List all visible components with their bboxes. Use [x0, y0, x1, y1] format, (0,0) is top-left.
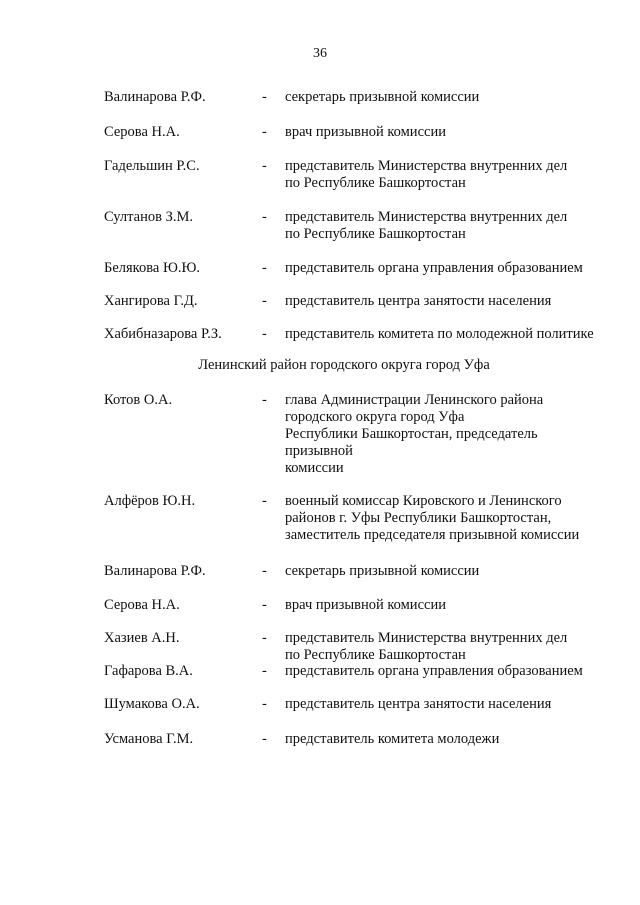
dash-separator: - — [262, 563, 267, 579]
member-name: Султанов З.М. — [104, 209, 193, 225]
member-role — [285, 597, 635, 614]
role-line: представитель органа управления образованием — [285, 260, 583, 276]
dash-separator: - — [262, 597, 267, 613]
member-role — [285, 293, 635, 310]
member-role — [285, 630, 635, 664]
member-name: Валинарова Р.Ф. — [104, 563, 206, 579]
dash-separator: - — [262, 209, 267, 225]
page-number: 36 — [313, 46, 327, 61]
member-role — [285, 209, 635, 243]
role-line: врач призывной комиссии — [285, 597, 446, 613]
member-name: Серова Н.А. — [104, 597, 180, 613]
member-role — [285, 326, 635, 343]
dash-separator: - — [262, 89, 267, 105]
member-role — [285, 493, 635, 544]
member-role — [285, 158, 635, 192]
role-line: представитель Министерства внутренних дел — [285, 209, 568, 225]
dash-separator: - — [262, 696, 267, 712]
member-name: Валинарова Р.Ф. — [104, 89, 206, 105]
member-name: Хабибназарова Р.З. — [104, 326, 222, 342]
dash-separator: - — [262, 731, 267, 747]
role-line: представитель комитета молодежи — [285, 731, 500, 747]
role-line: представитель Министерства внутренних дел — [285, 158, 568, 174]
role-line: представитель комитета по молодежной политике — [285, 326, 594, 342]
member-name: Белякова Ю.Ю. — [104, 260, 200, 276]
dash-separator: - — [262, 630, 267, 646]
member-role — [285, 663, 635, 680]
dash-separator: - — [262, 326, 267, 342]
role-line: городского округа город Уфа — [285, 409, 465, 425]
role-line: по Республике Башкортостан — [285, 226, 466, 242]
member-name: Гадельшин Р.С. — [104, 158, 200, 174]
role-line: секретарь призывной комиссии — [285, 89, 480, 105]
role-line: представитель центра занятости населения — [285, 293, 552, 309]
role-line: военный комиссар Кировского и Ленинского — [285, 493, 562, 509]
dash-separator: - — [262, 260, 267, 276]
dash-separator: - — [262, 392, 267, 408]
role-line: по Республике Башкортостан — [285, 175, 466, 191]
member-name: Серова Н.А. — [104, 124, 180, 140]
role-line: врач призывной комиссии — [285, 124, 446, 140]
section-heading: Ленинский район городского округа город Уфа — [198, 357, 490, 373]
member-role — [285, 124, 635, 141]
member-name: Алфёров Ю.Н. — [104, 493, 196, 509]
member-role — [285, 260, 635, 277]
dash-separator: - — [262, 158, 267, 174]
member-name: Шумакова О.А. — [104, 696, 200, 712]
dash-separator: - — [262, 663, 267, 679]
role-line: призывной — [285, 443, 353, 459]
dash-separator: - — [262, 493, 267, 509]
role-line: заместитель председателя призывной комиссии — [285, 527, 580, 543]
role-line: по Республике Башкортостан — [285, 647, 466, 663]
dash-separator: - — [262, 124, 267, 140]
member-name: Хангирова Г.Д. — [104, 293, 198, 309]
member-name: Хазиев А.Н. — [104, 630, 180, 646]
role-line: представитель центра занятости населения — [285, 696, 552, 712]
role-line: Республики Башкортостан, председатель — [285, 426, 538, 442]
member-role — [285, 89, 635, 106]
role-line: районов г. Уфы Республики Башкортостан, — [285, 510, 552, 526]
member-role — [285, 563, 635, 580]
role-line: комиссии — [285, 460, 344, 476]
member-name: Гафарова В.А. — [104, 663, 193, 679]
role-line: представитель органа управления образованием — [285, 663, 583, 679]
member-role — [285, 731, 635, 748]
role-line: глава Администрации Ленинского района — [285, 392, 544, 408]
role-line: представитель Министерства внутренних дел — [285, 630, 568, 646]
member-role — [285, 392, 635, 477]
role-line: секретарь призывной комиссии — [285, 563, 480, 579]
member-name: Котов О.А. — [104, 392, 173, 408]
member-role — [285, 696, 635, 713]
dash-separator: - — [262, 293, 267, 309]
member-name: Усманова Г.М. — [104, 731, 194, 747]
